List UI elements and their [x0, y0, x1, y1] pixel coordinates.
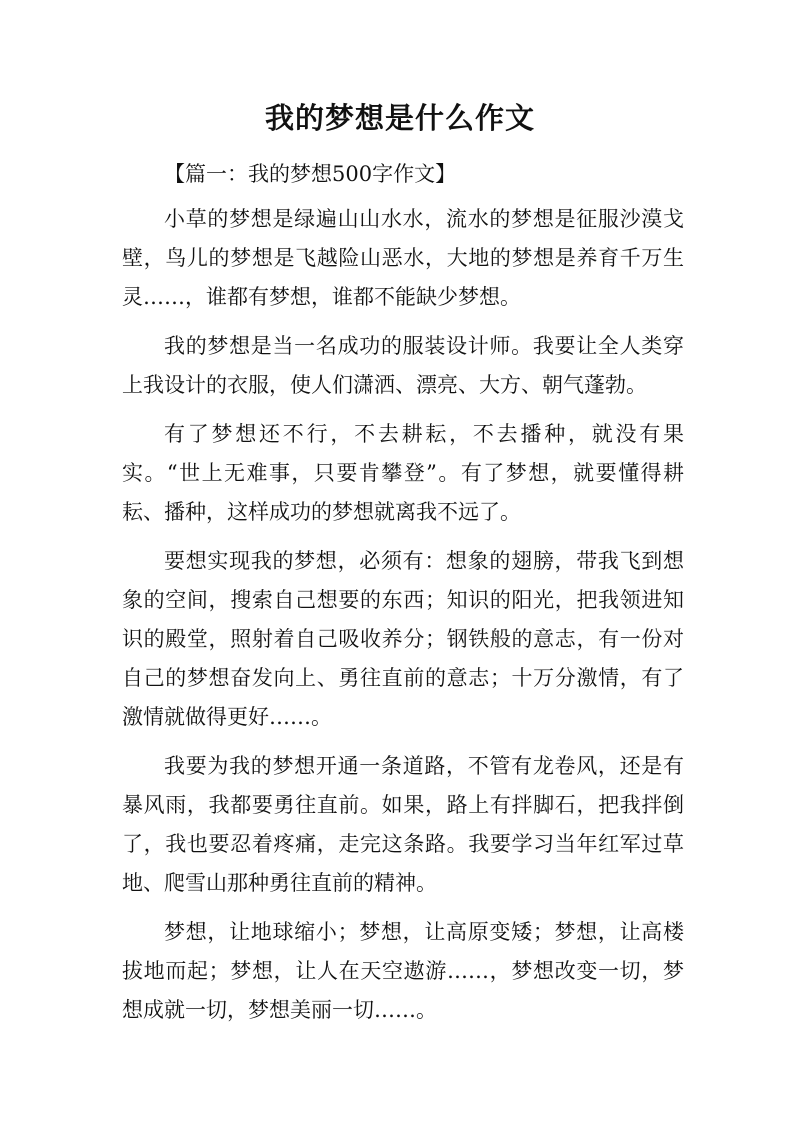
paragraph: 我要为我的梦想开通一条道路，不管有龙卷风，还是有暴风雨，我都要勇往直前。如果，路上有拌脚石，把我拌倒了，我也要忍着疼痛，走完这条路。我要学习当年红军过草地、爬雪山那种勇往直前的精神。: [122, 754, 684, 895]
paragraph: 有了梦想还不行，不去耕耘，不去播种，就没有果实。“世上无难事，只要肯攀登”。有了梦想，就要懂得耕耘、播种，这样成功的梦想就离我不远了。: [122, 422, 684, 524]
paragraph: 要想实现我的梦想，必须有：想象的翅膀，带我飞到想象的空间，搜索自己想要的东西；知识的阳光，把我领进知识的殿堂，照射着自己吸收养分；钢铁般的意志，有一份对自己的梦想奋发向上、勇往直前的意志；十万分激情，有了激情就做得更好……。: [122, 549, 684, 729]
document-title: 我的梦想是什么作文: [264, 101, 535, 135]
paragraph: 我的梦想是当一名成功的服装设计师。我要让全人类穿上我设计的衣服，使人们潇洒、漂亮、大方、朝气蓬勃。: [122, 334, 684, 397]
section-heading: 【篇一：我的梦想500字作文】: [164, 162, 457, 186]
paragraph: 小草的梦想是绿遍山山水水，流水的梦想是征服沙漠戈壁，鸟儿的梦想是飞越险山恶水，大地的梦想是养育千万生灵……，谁都有梦想，谁都不能缺少梦想。: [122, 207, 684, 309]
paragraph: 梦想，让地球缩小；梦想，让高原变矮；梦想，让高楼拔地而起；梦想，让人在天空遨游……，梦想改变一切，梦想成就一切，梦想美丽一切……。: [122, 920, 684, 1022]
document-body: [122, 155, 684, 1040]
